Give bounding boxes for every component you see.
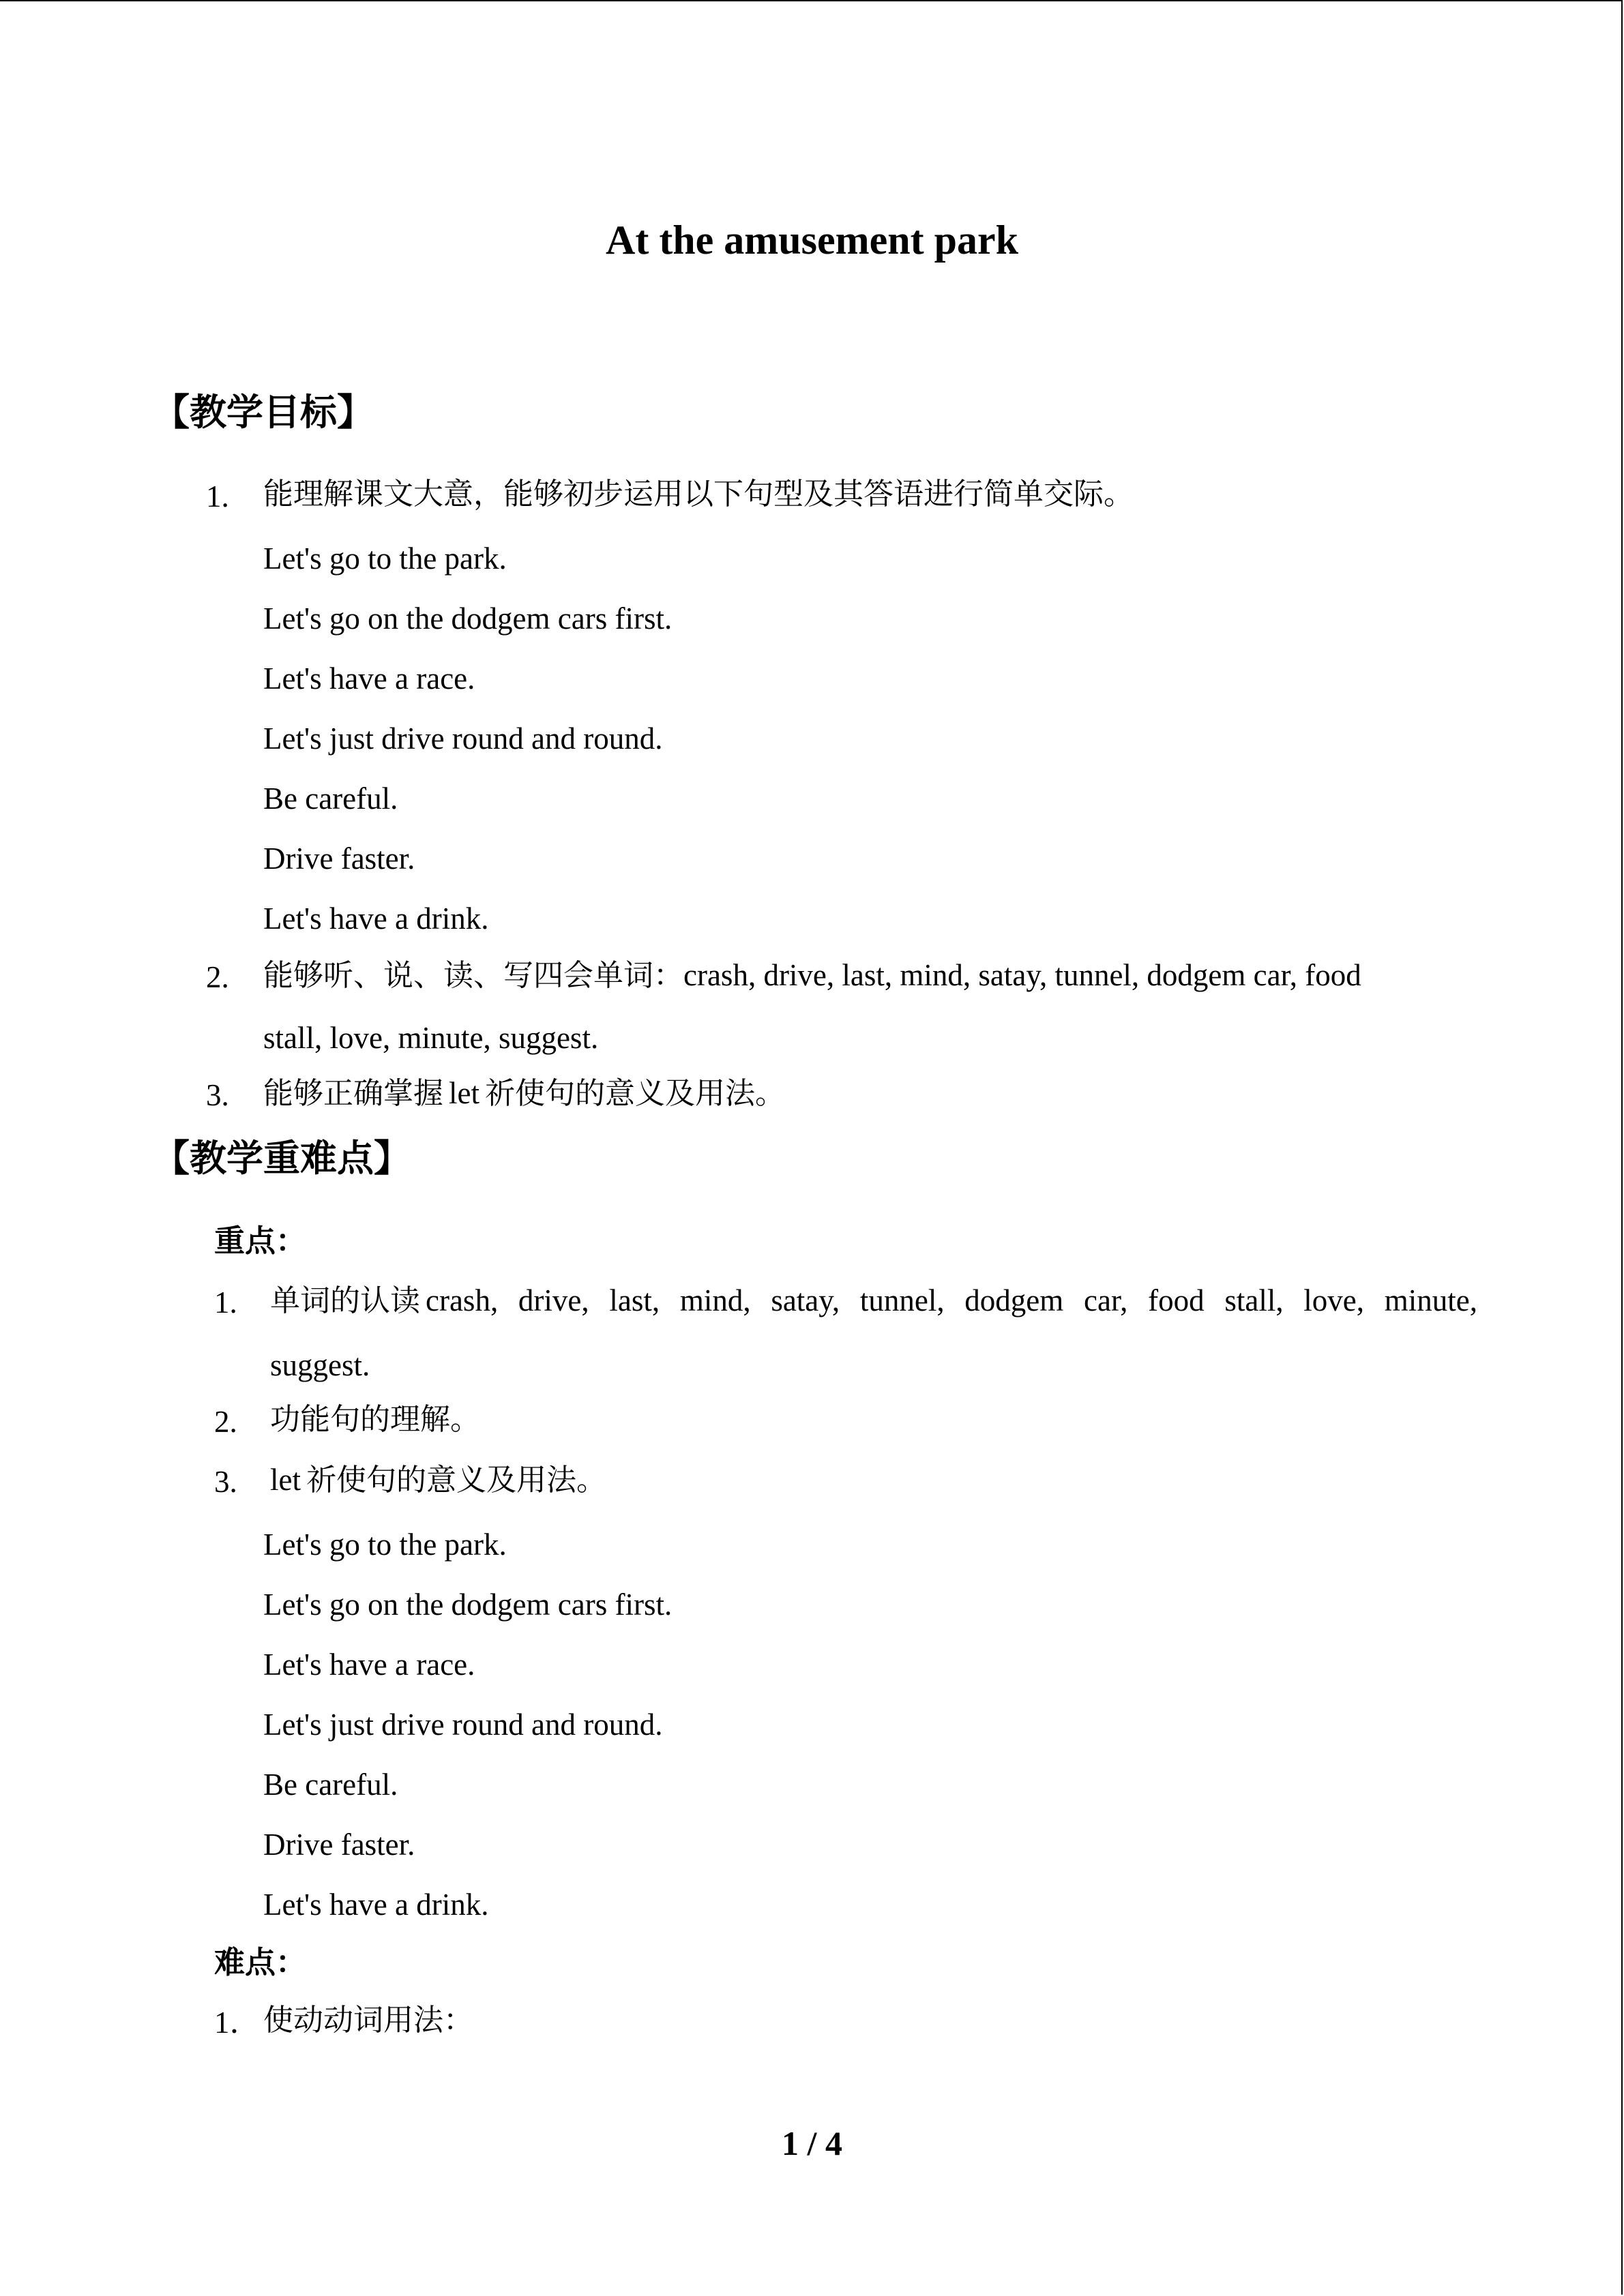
objective-sentence: Let's have a race. — [263, 661, 475, 696]
key-point-number-1: 1. — [214, 1285, 237, 1320]
objective-text-3 — [263, 1078, 785, 1109]
key-point-text-1-line1 — [270, 1285, 1477, 1316]
key-point-text-3-cn: 祈使句的意义及用法。 — [306, 1463, 606, 1497]
key-point-sentence: Be careful. — [263, 1768, 398, 1802]
document-title: At the amusement park — [606, 218, 1018, 263]
objective-text-2-line1 — [263, 960, 1361, 991]
objective-text-3-cn-a: 能够正确掌握 — [263, 1076, 443, 1111]
key-point-sentence: Let's go to the park. — [263, 1527, 507, 1562]
objective-text-2-en: crash, drive, last, mind, satay, tunnel, dodgem car, food — [683, 958, 1361, 992]
key-point-text-2: 功能句的理解。 — [270, 1402, 480, 1437]
objective-sentence: Let's go on the dodgem cars first. — [263, 601, 673, 636]
key-point-text-3-en: let — [270, 1463, 301, 1497]
key-point-text-1-cn: 单词的认读 — [270, 1283, 420, 1318]
key-point-text-1-line2: suggest. — [270, 1348, 370, 1382]
key-point-text-1-en: crash, drive, last, mind, satay, tunnel, dodgem car, food stall, love, minute, — [426, 1283, 1477, 1317]
key-point-sentence: Let's just drive round and round. — [263, 1708, 663, 1742]
objective-sentence: Be careful. — [263, 781, 398, 816]
objective-text-3-cn-b: 祈使句的意义及用法。 — [484, 1076, 785, 1111]
key-point-sentence: Let's have a drink. — [263, 1888, 489, 1922]
objective-sentence: Let's go to the park. — [263, 541, 507, 576]
objective-number-1: 1. — [206, 479, 229, 513]
objective-sentence: Let's just drive round and round. — [263, 721, 663, 756]
section-heading-teaching-objectives: 【教学目标】 — [153, 391, 374, 434]
key-points-label: 重点： — [214, 1223, 307, 1259]
objective-text-1: 能理解课文大意，能够初步运用以下句型及其答语进行简单交际。 — [263, 477, 1134, 511]
key-point-text-3 — [270, 1465, 606, 1495]
key-point-sentence: Let's go on the dodgem cars first. — [263, 1587, 673, 1622]
objective-text-2-cn: 能够听、说、读、写四会单词： — [263, 958, 683, 993]
key-point-sentence: Let's have a race. — [263, 1648, 475, 1682]
page-indicator: 1 / 4 — [782, 2124, 842, 2162]
objective-sentence: Let's have a drink. — [263, 901, 489, 936]
key-point-sentence: Drive faster. — [263, 1828, 415, 1862]
section-heading-key-difficult-points: 【教学重难点】 — [153, 1137, 411, 1180]
difficult-point-text-1: 使动动词用法： — [263, 2003, 473, 2038]
objective-number-3: 3. — [206, 1078, 229, 1112]
difficult-point-number-1: 1． — [214, 2006, 261, 2040]
objective-text-3-en: let — [449, 1076, 479, 1110]
key-point-number-3: 3. — [214, 1465, 237, 1499]
objective-sentence: Drive faster. — [263, 841, 415, 876]
key-point-number-2: 2. — [214, 1405, 237, 1439]
difficult-points-label: 难点： — [214, 1944, 307, 1980]
objective-text-2-line2: stall, love, minute, suggest. — [263, 1021, 599, 1055]
objective-number-2: 2. — [206, 960, 229, 994]
